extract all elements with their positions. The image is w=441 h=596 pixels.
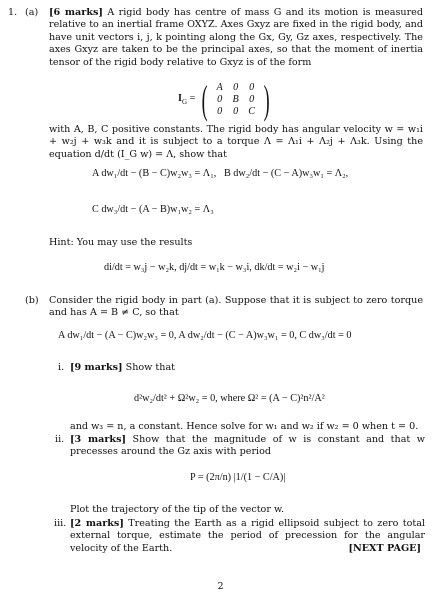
part-ii-paragraph	[70, 434, 425, 459]
part-iii-text: Treating the Earth as a rigid ellipsoid subject to zero total external torque, estimate the period of precession for the angular velocity of the Earth.	[70, 518, 425, 554]
part-ii-equation: P = (2π/n) |1/(1 − C/A)|	[190, 472, 286, 483]
part-a-text: A rigid body has centre of mass G and its motion is measured relative to an inertial frame OXYZ. Axes Gxyz are fixed in the rigid body, and have unit vectors i, j, k pointing along the Gx, Gy, Gz axes, respectively. The axes Gxyz are taken to be the principal axes, so that the moment of inertia tensor of the rigid body relative to Gxyz is of the form	[49, 7, 423, 68]
part-ii-marks: [3 marks]	[70, 434, 127, 445]
part-i-text: Show that	[125, 362, 176, 373]
part-i-paragraph-2: and w₃ = n, a constant. Hence solve for w₁ and w₂ if w₂ = 0 when t = 0.	[70, 421, 419, 432]
matrix-lhs: I	[178, 93, 182, 105]
part-ii-label: ii.	[55, 434, 65, 445]
hint-equation: di/dt = w₃j − w₂k, dj/dt = w₁k − w₃i, dk/dt = w₂i − w₁j	[104, 262, 325, 273]
part-i-paragraph	[70, 362, 425, 374]
hint-text: Hint: You may use the results	[49, 237, 193, 248]
matrix-cell: 0	[233, 82, 239, 93]
matrix-cell: 0	[233, 106, 239, 117]
part-ii-paragraph-2: Plot the trajectory of the tip of the vector w.	[70, 504, 285, 515]
part-a-paragraph	[49, 7, 423, 69]
part-b-label: (b)	[25, 295, 39, 306]
part-a-paragraph-2: with A, B, C positive constants. The rigid body has angular velocity w = w₁i + w₂j + w₃k and it is subject to a torque Λ = Λ₁i + Λ₂j + Λ₃k. Using the equation d/dt (I_G w) = Λ, show that	[49, 124, 423, 160]
part-a-label: (a)	[25, 7, 39, 18]
matrix-cell: 0	[217, 106, 223, 117]
part-i-label: i.	[58, 362, 65, 373]
part-i-marks: [9 marks]	[70, 362, 123, 373]
inertia-matrix: ( A 0 0 0 B 0 0 0 C )	[201, 77, 270, 122]
question-number: 1.	[8, 7, 18, 18]
euler-eq-1: A dw₁/dt − (B − C)w₂w₃ = Λ₁,	[92, 168, 217, 179]
euler-equation-1-2	[92, 168, 348, 179]
euler-eq-2: B dw₂/dt − (C − A)w₃w₁ = Λ₂,	[223, 168, 349, 179]
part-i-equation: d²w₂/dt² + Ω²w₂ = 0, where Ω² = (A − C)²n²/A²	[134, 393, 325, 404]
part-iii-marks: [2 marks]	[70, 518, 124, 529]
part-a-marks: [6 marks]	[49, 7, 103, 18]
page-number: 2	[217, 581, 224, 592]
matrix-cell: 0	[249, 82, 255, 93]
part-ii-text: Show that the magnitude of w is constant and that w precesses around the Gz axis with period	[70, 434, 425, 458]
matrix-lhs-sub: G	[181, 98, 188, 107]
part-iii-label: iii.	[54, 518, 67, 529]
matrix-cell: A	[216, 82, 223, 93]
matrix-cell: C	[248, 106, 256, 117]
part-b-equation: A dw₁/dt − (A − C)w₂w₃ = 0, A dw₂/dt − (C − A)w₃w₁ = 0, C dw₃/dt = 0	[58, 330, 352, 341]
inertia-matrix-equation: $I_G$ = ( A 0 0 0 B 0 0 0 C )	[178, 80, 273, 120]
euler-equation-3: C dw₃/dt − (A − B)w₁w₂ = Λ₃	[92, 204, 214, 215]
next-page-marker: [NEXT PAGE]	[348, 543, 421, 554]
matrix-cell: 0	[249, 94, 255, 105]
part-b-text: Consider the rigid body in part (a). Suppose that it is subject to zero torque and has A = B ≠ C, so that	[49, 295, 423, 319]
matrix-cell: 0	[217, 94, 223, 105]
matrix-cell: B	[232, 94, 239, 105]
